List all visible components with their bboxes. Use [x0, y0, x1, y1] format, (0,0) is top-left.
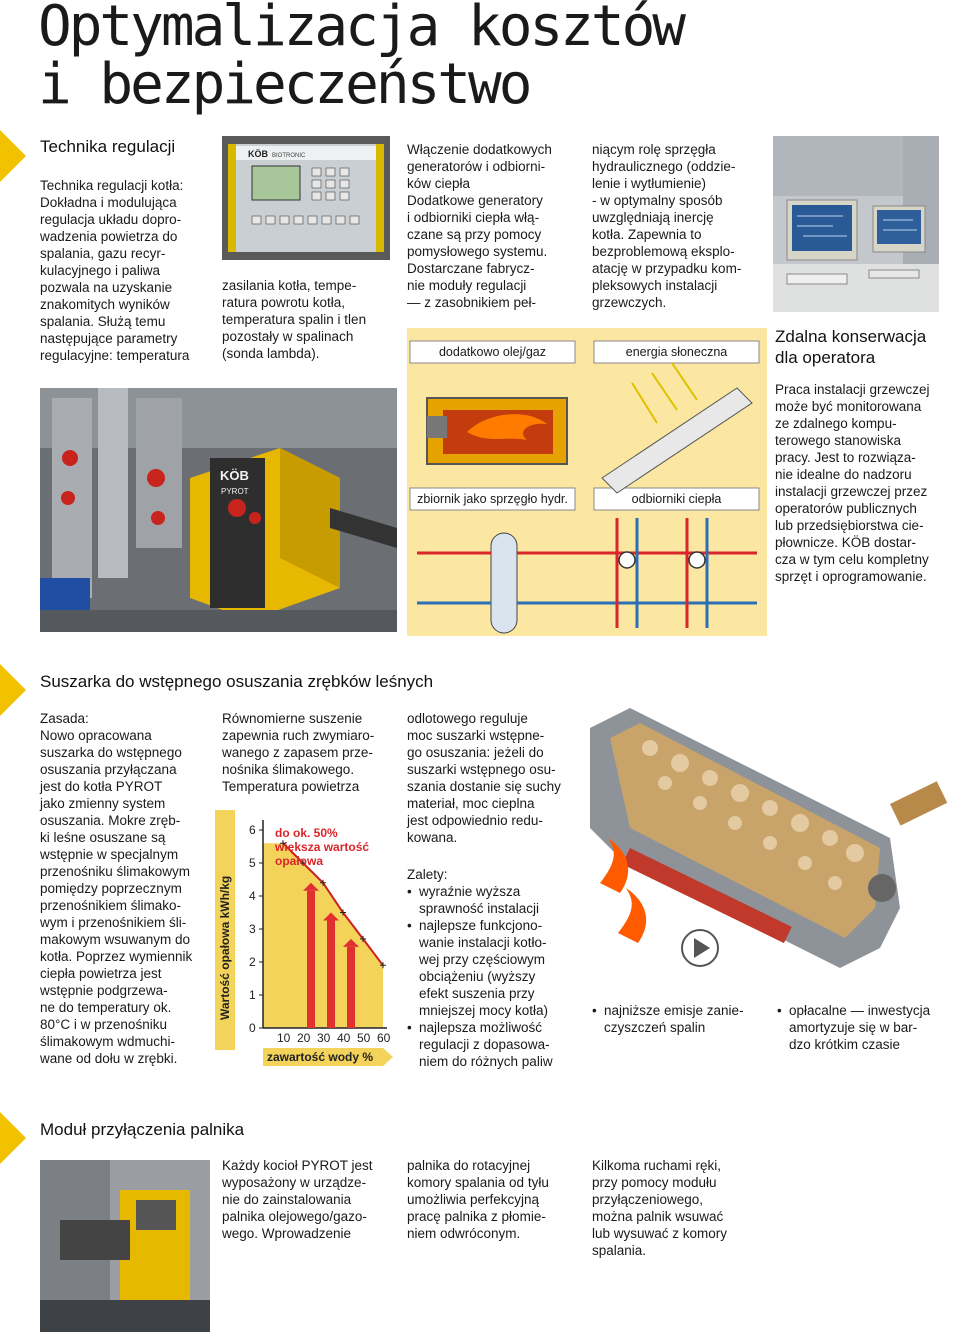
chart-x-tick-label: 40	[337, 1031, 351, 1045]
remote-text: Praca instalacji grzewczej może być monitorowana ze zdalnego kompu- terowego stanowiska pracy. Jest to rozwiąza- nie idealne do nadzoru instalacji grzewczej przez operatorów publicznych lub przedsiębiorstwa cie- płowniczе. KÖB dostar- cza w tym celu kompletny sprzęt i oprogramowanie.	[775, 382, 930, 584]
hydraulic-diagram	[407, 328, 767, 636]
advantages-list	[407, 883, 587, 1070]
regulation-text-col3: Włączenie dodatkowych generatorów i odbiorni- ków ciepła Dodatkowe generatory i odbiorniki ciepła włą- czane są przy pomocy pomysłowego systemu. Dostarczane fabrycz- nie moduły regulacji — z zasobnikiem peł-	[407, 142, 552, 310]
label-oil-gas: dodatkowo olej/gaz	[438, 345, 547, 359]
chart-x-tick-label: 20	[297, 1031, 311, 1045]
boiler-brand: KÖB	[220, 468, 249, 483]
chart-gain-arrow	[347, 947, 355, 1028]
chart-xlabel: zawartość wody %	[267, 1050, 374, 1064]
remote-computer-photo	[773, 136, 939, 312]
burner-text-col3: Kilkoma ruchami ręki, przy pomocy modułu przyłączeniowego, można palnik wsuwać lub wysuwać z komory spalania.	[592, 1158, 728, 1258]
remote-heading: Zdalna konserwacja dla operatora	[775, 327, 927, 367]
bullet-emissions	[592, 1002, 767, 1036]
chart-x-tick-label: 10	[277, 1031, 291, 1045]
section-marker	[0, 130, 26, 182]
controller-brand: KÖB	[248, 149, 268, 159]
chart-gain-arrow	[327, 921, 335, 1029]
list-item: • opłacalne — inwestycja amortyzuje się w bar- dzo krótkim czasie	[777, 1002, 957, 1053]
boiler-room-photo	[40, 388, 397, 632]
controller-model: BIOTRONIC	[272, 153, 306, 159]
chart-y-tick-label: 6	[249, 823, 256, 837]
chart-annotation: do ok. 50% większa wartość opałowa	[275, 826, 370, 868]
label-solar: energia słoneczna	[625, 345, 728, 359]
boiler-model: PYROT	[221, 487, 249, 496]
regulation-text-col2: zasilania kotła, tempe- ratura powrotu kotła, temperatura spalin i tlen pozostały w spalinach (sonda lambda).	[222, 278, 367, 361]
dryer-illustration	[590, 708, 955, 998]
chart-y-tick-label: 5	[249, 856, 256, 870]
regulation-text-col4: niącym rolę sprzęgła hydraulicznego (oddzie- lenie i wytłumienie) - w optymalny sposób uwzględniają inercję kotła. Zapewnia to bezproblemową eksplo- atację w przypadku kom- pleksowych instalacji grzewczych.	[592, 142, 742, 310]
burner-module-photo	[40, 1160, 210, 1332]
label-consumers: odbiorniki ciepła	[631, 492, 722, 506]
chart-y-tick-label: 1	[249, 988, 256, 1002]
chart-y-tick-label: 4	[249, 889, 256, 903]
chart-ylabel: Wartość opałowa kWh/kg	[218, 875, 232, 1020]
list-item: • najlepsze funkcjono- wanie instalacji kotło- wej przy częściowym obciążeniu (wyższy efekt suszenia przy mniejszej mocy kotła)	[407, 917, 587, 1019]
chart-area	[263, 843, 383, 1028]
burner-text-col1: Każdy kocioł PYROT jest wyposażony w urządze- nie do zainstalowania palnika olejowego/gazo- wego. Wprowadzenie	[222, 1158, 373, 1241]
page-title: Optymalizacja kosztów i bezpieczeństwo	[38, 0, 684, 117]
controller-photo	[222, 136, 390, 260]
chart-y-tick-label: 2	[249, 955, 256, 969]
dryer-text-col2: Równomierne suszenie zapewnia ruch zwymiaro- wanego z zapasem prze- nośnika ślimakowego. Temperatura powietrza	[222, 711, 375, 794]
chart-x-tick-label: 50	[357, 1031, 371, 1045]
burner-text-col2: palnika do rotacyjnej komory spalania od tyłu umożliwia perfekcyjną pracę palnika z płomie- niem odwróconym.	[407, 1158, 549, 1241]
section-marker	[0, 1112, 26, 1164]
chart-x-tick-label: 60	[377, 1031, 391, 1045]
section-heading-regulation: Technika regulacji	[40, 137, 176, 156]
dryer-text-col3: odlotowego reguluje moc suszarki wstępne- go osuszania: jeżeli do suszarki wstępnego osu- szania dostanie się suchy materiał, moc cieplna jest odpowiednio redu- kowana.	[407, 711, 561, 845]
bullet-investment	[777, 1002, 957, 1053]
chart-y-tick-label: 0	[249, 1021, 256, 1035]
chart-gain-arrow	[307, 891, 315, 1028]
section-marker	[0, 664, 26, 716]
list-item: • wyraźnie wyższa sprawność instalacji	[407, 883, 587, 917]
chart-y-tick-label: 3	[249, 922, 256, 936]
section-heading-burner: Moduł przyłączenia palnika	[40, 1120, 245, 1139]
list-item: • najniższe emisje zanie- czyszczeń spalin	[592, 1002, 767, 1036]
advantages-title: Zalety:	[407, 867, 448, 882]
list-item: • najlepsza możliwość regulacji z dopasowa- niem do różnych paliw	[407, 1019, 587, 1070]
regulation-text-col1: Technika regulacji kotła: Dokładna i modulująca regulacja układu dopro- wadzenia powietrza do spalania, gazu recyr- kulacyjnego i paliwa pozwala na uzyskanie znakomitych wyników spalania. Służą temu następujące parametry regulacyjne: temperatura	[40, 178, 190, 363]
section-heading-dryer: Suszarka do wstępnego osuszania zrębków leśnych	[40, 672, 434, 691]
label-tank: zbiornik jako sprzęgło hydr.	[417, 492, 568, 506]
chart-x-tick-label: 30	[317, 1031, 331, 1045]
dryer-text-col1: Zasada: Nowo opracowana suszarka do wstępnego osuszania przyłączana jest do kotła PYROT jako zmienny system osuszania. Mokre zręb- ki leśne osuszane są wstępnie w specjalnym przenośniku ślimakowym pomiędzy poprzecznym przenośnikiem ślimako- wym i przenośnikiem śli- makowym wsuwanym do kotła. Poprzez wymiennik ciepła powietrza jest wstępnie podgrzewa- ne do temperatury ok. 80°C i w przenośniku ślimakowym wdmuchi- wane od dołu w zrębki.	[40, 711, 193, 1066]
